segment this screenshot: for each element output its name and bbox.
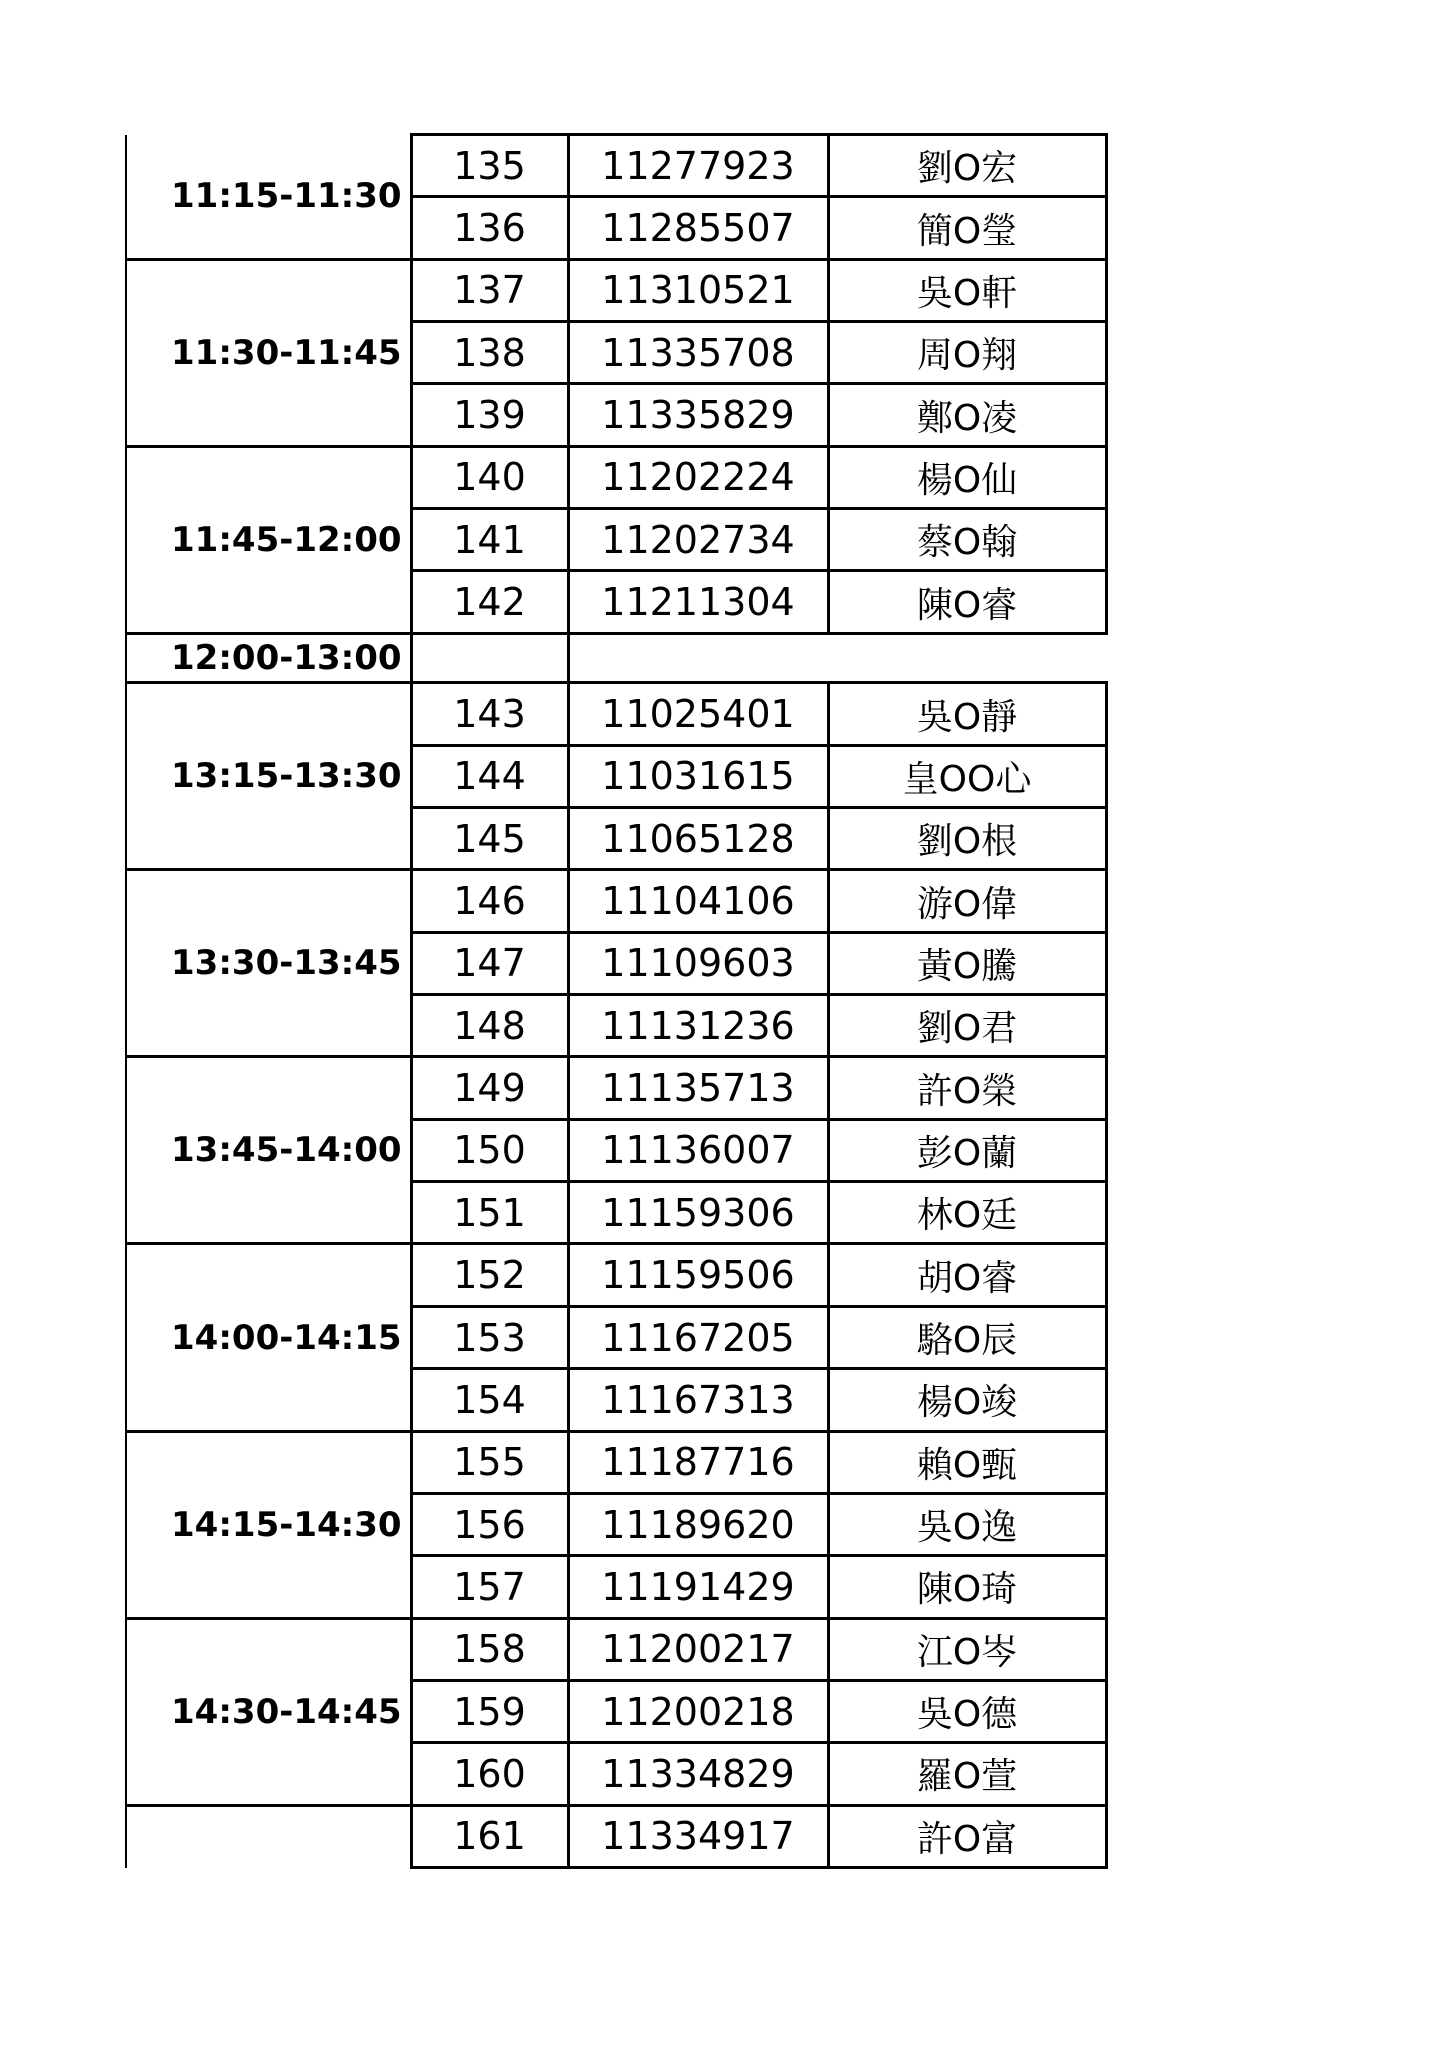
student-id: 11335829 <box>568 384 828 446</box>
sequence-number: 156 <box>411 1493 568 1555</box>
student-id: 11277923 <box>568 135 828 197</box>
student-name: 江O岑 <box>828 1618 1106 1680</box>
sequence-number: 152 <box>411 1244 568 1306</box>
time-slot: 11:45-12:00 <box>126 446 411 633</box>
student-id: 11211304 <box>568 571 828 633</box>
sequence-number: 153 <box>411 1306 568 1368</box>
time-slot: 13:15-13:30 <box>126 683 411 870</box>
student-id: 11187716 <box>568 1431 828 1493</box>
sequence-number: 160 <box>411 1743 568 1805</box>
student-name: 蔡O翰 <box>828 509 1106 571</box>
sequence-number: 150 <box>411 1119 568 1181</box>
sequence-number: 149 <box>411 1057 568 1119</box>
student-name: 許O富 <box>828 1805 1106 1867</box>
empty-cell <box>411 633 568 683</box>
student-id: 11025401 <box>568 683 828 745</box>
sequence-number: 154 <box>411 1369 568 1431</box>
student-name: 胡O睿 <box>828 1244 1106 1306</box>
student-name: 吳O德 <box>828 1680 1106 1742</box>
sequence-number: 137 <box>411 259 568 321</box>
student-id: 11285507 <box>568 197 828 259</box>
table-row <box>126 870 1106 932</box>
sequence-number: 142 <box>411 571 568 633</box>
time-slot: 13:30-13:45 <box>126 870 411 1057</box>
table-row <box>126 1618 1106 1680</box>
student-name: 楊O仙 <box>828 446 1106 508</box>
sequence-number: 159 <box>411 1680 568 1742</box>
time-slot: 13:45-14:00 <box>126 1057 411 1244</box>
sequence-number: 146 <box>411 870 568 932</box>
student-name: 吳O逸 <box>828 1493 1106 1555</box>
time-slot: 14:00-14:15 <box>126 1244 411 1431</box>
student-id: 11334917 <box>568 1805 828 1867</box>
student-id: 11191429 <box>568 1556 828 1618</box>
student-name: 駱O辰 <box>828 1306 1106 1368</box>
student-name: 彭O蘭 <box>828 1119 1106 1181</box>
table-row <box>126 1057 1106 1119</box>
time-slot: 11:30-11:45 <box>126 259 411 446</box>
sequence-number: 148 <box>411 995 568 1057</box>
student-name: 黃O騰 <box>828 932 1106 994</box>
student-id: 11131236 <box>568 995 828 1057</box>
sequence-number: 157 <box>411 1556 568 1618</box>
sequence-number: 147 <box>411 932 568 994</box>
student-id: 11335708 <box>568 322 828 384</box>
student-name: 皇OO心 <box>828 745 1106 807</box>
sequence-number: 155 <box>411 1431 568 1493</box>
student-name: 陳O琦 <box>828 1556 1106 1618</box>
student-name: 劉O根 <box>828 808 1106 870</box>
student-name: 許O榮 <box>828 1057 1106 1119</box>
break-row <box>126 633 1106 683</box>
student-name: 游O偉 <box>828 870 1106 932</box>
student-id: 11189620 <box>568 1493 828 1555</box>
student-id: 11065128 <box>568 808 828 870</box>
student-id: 11104106 <box>568 870 828 932</box>
student-id: 11109603 <box>568 932 828 994</box>
student-id: 11136007 <box>568 1119 828 1181</box>
time-slot: 14:15-14:30 <box>126 1431 411 1618</box>
student-id: 11310521 <box>568 259 828 321</box>
sequence-number: 135 <box>411 135 568 197</box>
time-slot: 11:15-11:30 <box>126 135 411 260</box>
student-name: 簡O瑩 <box>828 197 1106 259</box>
sequence-number: 143 <box>411 683 568 745</box>
student-name: 楊O竣 <box>828 1369 1106 1431</box>
table-row <box>126 1244 1106 1306</box>
sequence-number: 158 <box>411 1618 568 1680</box>
student-id: 11135713 <box>568 1057 828 1119</box>
student-name: 劉O君 <box>828 995 1106 1057</box>
student-id: 11200218 <box>568 1680 828 1742</box>
student-id: 11200217 <box>568 1618 828 1680</box>
student-name: 賴O甄 <box>828 1431 1106 1493</box>
sequence-number: 161 <box>411 1805 568 1867</box>
student-id: 11167205 <box>568 1306 828 1368</box>
student-name: 吳O靜 <box>828 683 1106 745</box>
break-blank <box>568 633 1106 683</box>
student-id: 11334829 <box>568 1743 828 1805</box>
table-row <box>126 446 1106 508</box>
student-name: 周O翔 <box>828 322 1106 384</box>
table-row <box>126 135 1106 197</box>
time-slot: 14:30-14:45 <box>126 1618 411 1805</box>
sequence-number: 141 <box>411 509 568 571</box>
time-slot <box>126 1805 411 1867</box>
student-name: 羅O萱 <box>828 1743 1106 1805</box>
sequence-number: 145 <box>411 808 568 870</box>
student-id: 11167313 <box>568 1369 828 1431</box>
sequence-number: 139 <box>411 384 568 446</box>
sequence-number: 151 <box>411 1182 568 1244</box>
schedule-body <box>126 135 1106 1868</box>
student-name: 吳O軒 <box>828 259 1106 321</box>
sequence-number: 140 <box>411 446 568 508</box>
sequence-number: 136 <box>411 197 568 259</box>
student-name: 陳O睿 <box>828 571 1106 633</box>
sequence-number: 138 <box>411 322 568 384</box>
student-name: 鄭O凌 <box>828 384 1106 446</box>
student-id: 11202734 <box>568 509 828 571</box>
student-name: 林O廷 <box>828 1182 1106 1244</box>
student-id: 11031615 <box>568 745 828 807</box>
sequence-number: 144 <box>411 745 568 807</box>
schedule-table <box>125 133 1108 1869</box>
student-name: 劉O宏 <box>828 135 1106 197</box>
student-id: 11202224 <box>568 446 828 508</box>
table-row <box>126 259 1106 321</box>
table-row <box>126 1431 1106 1493</box>
table-row <box>126 683 1106 745</box>
table-row <box>126 1805 1106 1867</box>
student-id: 11159306 <box>568 1182 828 1244</box>
time-slot: 12:00-13:00 <box>126 633 411 683</box>
student-id: 11159506 <box>568 1244 828 1306</box>
